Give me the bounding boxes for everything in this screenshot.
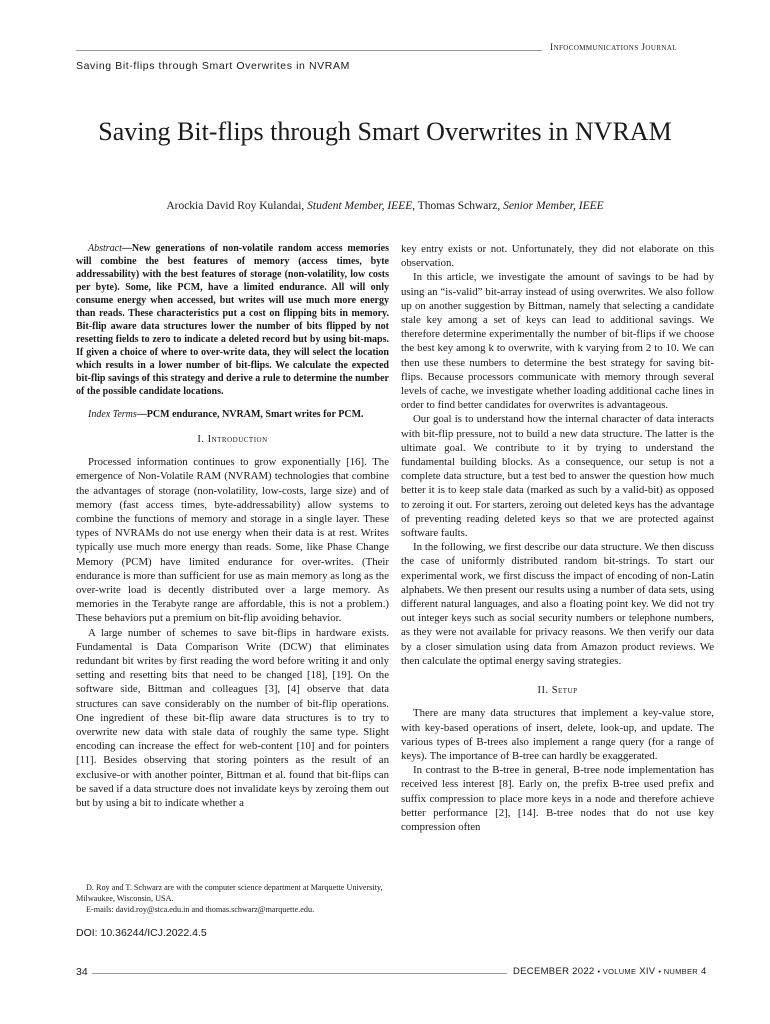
author-1-role: Student Member, IEEE <box>307 200 413 212</box>
section-heading-setup: II. Setup <box>537 685 578 697</box>
body-paragraph: In the following, we first describe our data structure. We then discuss the case of uniformly distributed random bit-strings. To start our experimental work, we first discuss the impact of encoding of non-Latin alphabets. We then present our results using a number of data sets, using different natural languages, and also a floating point key. We did not try out integer keys such as social security numbers or telephone numbers, as they were not available for privacy reasons. We then verify our data by a closer simulation using data from Amazon product reviews. We then calculate the optimal energy saving strategies. <box>401 541 714 667</box>
index-terms-lead: Index Terms <box>88 409 137 420</box>
paper-title <box>0 116 770 148</box>
author-1: Arockia David Roy Kulandai <box>166 200 302 212</box>
abstract-lead: Abstract <box>88 243 122 254</box>
index-terms-text: —PCM endurance, NVRAM, Smart writes for PCM. <box>136 409 364 420</box>
running-title: Saving Bit-flips through Smart Overwrites in NVRAM <box>76 60 350 72</box>
issue-info: DECEMBER 2022 • VOLUME XIV • NUMBER 4 <box>513 966 707 977</box>
author-2: Thomas Schwarz <box>417 200 498 212</box>
body-paragraph: key entry exists or not. Unfortunately, they did not elaborate on this observation. <box>401 243 714 270</box>
abstract-text: —New generations of non-volatile random access memories will combine the best features of memory (access times, byte addressability) with the best features of storage (non-volatility, low costs per byte). Some, like PCM, have a limited endurance. All will only consume energy when accessed, but writes will use much more energy than reads. These characteristics put a cost on flipping bits in memory. Bit-flip aware data structures lower the number of bits flipped by not resetting fields to zero to indicate a deleted record but by using bit-maps. If given a choice of where to over-write data, they will select the location which results in a lower number of bit-flips. We calculate the expected bit-flip savings of this strategy and derive a rule to determine the number of the possible candidate locations. <box>76 243 389 397</box>
author-line: Arockia David Roy Kulandai, Student Member, IEEE, Thomas Schwarz, Senior Member, IEEE <box>166 200 604 212</box>
index-terms <box>76 408 389 421</box>
body-paragraph: In contrast to the B-tree in general, B-tree node implementation has received less interest [8]. Early on, the prefix B-tree used prefix and suffix compression to place more keys in a node and therefore achieve better performance [2], [14]. B-tree nodes that do not use key compression often <box>401 764 714 833</box>
body-paragraph: Our goal is to understand how the internal character of data interacts with bit-flip pressure, not to build a new data structure. The latter is the ultimate goal. We contribute to it by trying to understand the fundamental building blocks. As a consequence, our setup is not a complete data structure, but a test bed to answer the question how much better it is to keep stale data (marked as such by a valid-bit) as opposed to zeroing it out. For starters, zeroing out deleted keys has the advantage of preventing reading deleted keys so that we are protected against software faults. <box>401 413 715 540</box>
journal-name: Infocommunications Journal <box>550 43 677 53</box>
issue-number-label: NUMBER <box>663 967 699 976</box>
issue-volume: XIV <box>639 966 656 977</box>
page-number: 34 <box>76 966 88 978</box>
author-2-role: Senior Member, IEEE <box>503 200 604 212</box>
issue-volume-label: VOLUME <box>602 967 637 976</box>
footnote-affiliation: D. Roy and T. Schwarz are with the computer science department at Marquette University, Milwaukee, Wisconsin, USA. <box>76 883 383 903</box>
abstract <box>76 242 389 398</box>
issue-number: 4 <box>700 966 707 977</box>
footnote-emails: E-mails: david.roy@stca.edu.in and thomas.schwarz@marquette.edu. <box>86 905 315 914</box>
paper-title-text: Saving Bit-flips through Smart Overwrites in NVRAM <box>98 117 672 146</box>
author-footnote <box>76 882 389 915</box>
doi: DOI: 10.36244/ICJ.2022.4.5 <box>76 927 207 939</box>
header-rule <box>76 50 542 51</box>
body-paragraph: A large number of schemes to save bit-flips in hardware exists. Fundamental is Data Comparison Write (DCW) that eliminates redundant bit writes by first reading the word before writing it and only setting and resetting bits that need to be changed [18], [19]. On the software side, Bittman and colleagues [3], [4] observe that data structures can save considerably on the number of bit-flip operations. One ingredient of these bit-flip aware data structures is to try to overwrite new data with stale data of roughly the same type. Slight encoding can increase the effect for web-content [10] and for pointers [11]. Besides observing that storing pointers as the result of an exclusive-or with another pointer, Bittman et al. found that bit-flips can be saved if a data structure does not invalidate keys by zeroing them out but by using a bit to indicate whether a <box>76 626 389 810</box>
body-paragraph: In this article, we investigate the amount of savings to be had by using an “is-valid” bit-array instead of using overwrites. We also follow up on another suggestion by Bittman, namely that selecting a candidate stale key among a set of keys can lead to additional savings. We therefore determine experimentally the number of bit-flips if we choose the best key among k to overwrite, with k varying from 2 to 10. We can then use these numbers to determine the best strategy for saving bit-flips. Because processors communicate with memory through several levels of cache, we investigate whether loading additional cache lines in order to find better candidates for overwrites is advantageous. <box>401 271 714 412</box>
left-column <box>76 242 389 810</box>
right-column <box>401 242 714 834</box>
body-paragraph: There are many data structures that implement a key-value store, with key-based operations of insert, delete, look-up, and update. The various types of B-trees also implement a range query (for a range of keys). The importance of B-tree can hardly be exaggerated. <box>401 707 714 762</box>
body-paragraph: Processed information continues to grow exponentially [16]. The emergence of Non-Volatile RAM (NVRAM) technologies that combine the advantages of storage (non-volatility, low-costs, large size) and of memory (fast access times, byte-addressability) allow systems to combine the functions of memory and storage in a single layer. These types of NVRAMs do not use energy when their data is at rest. Writes typically use much more energy than reads. Some, like Phase Change Memory (PCM) have limited endurance for over-writes. (Their endurance is more than sufficient for use as main memory as long as the over-write load is decently distributed over a large memory. As memories in the Terabyte range are affordable, this is not a problem.) These behaviors put a premium on bit-flip avoiding behavior. <box>76 456 389 625</box>
issue-date: DECEMBER 2022 <box>513 966 595 977</box>
section-heading-introduction: I. Introduction <box>197 434 268 445</box>
footer-rule <box>92 973 507 974</box>
